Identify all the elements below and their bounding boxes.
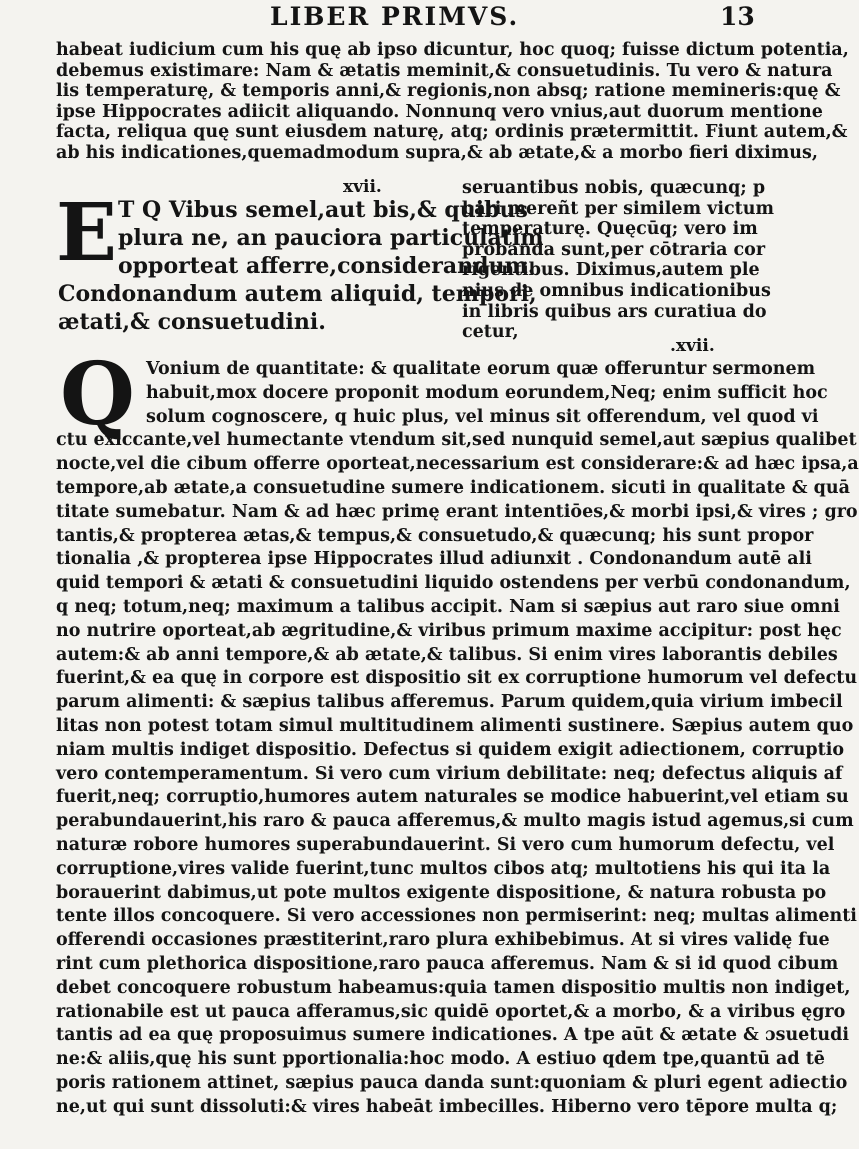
text-line: habeat iudicium cum his quę ab ipso dicuntur, hoc quoq; fuisse dictum potentia, (56, 40, 849, 60)
text-line: fuerit,neq; corruptio,humores autem naturales se modice habuerint,vel etiam su (56, 787, 849, 808)
text-line: titate sumebatur. Nam & ad hæc primę erant intentiōes,& morbi ipsi,& vires ; gro (56, 501, 858, 522)
text-line: q neq; totum,neq; maximum a talibus accipit. Nam si sæpius aut raro siue omni (56, 596, 840, 617)
text-line: habuit,mox docere proponit modum eorundem,Neq; enim sufficit hoc (146, 382, 828, 403)
text-line: nius de omnibus indicationibus (462, 280, 771, 301)
text-line: debet concoquere robustum habeamus:quia tamen dispositio multis non indiget, (56, 977, 851, 998)
text-line: fuerint,& ea quę in corpore est dispositio sit ex corruptione humorum vel defectu (56, 668, 858, 689)
page-number: 13 (720, 2, 755, 31)
text-line: solum cognoscere, q huic plus, vel minus sit offerendum, vel quod vi (146, 406, 819, 427)
text-line: tantis ad ea quę proposuimus sumere indicationes. A tpe aūt & ætate & ɔsuetudi (56, 1025, 850, 1046)
drop-cap-q: Q (60, 344, 135, 445)
text-line: no nutrire oporteat,ab ægritudine,& viribus primum maxime accipitur: post hęc (56, 620, 842, 641)
text-line: vero contemperamentum. Si vero cum virium debilitate: neq; defectus aliquis af (56, 763, 843, 784)
text-line: nocte,vel die cibum offerre oporteat,necessarium est considerare:& ad hæc ipsa,a (56, 454, 859, 475)
text-line: parum alimenti: & sæpius talibus afferemus. Parum quidem,quia virium imbecil (56, 692, 843, 713)
text-line: tente illos concoquere. Si vero accessiones non permiserint: neq; multas alimenti (56, 906, 857, 927)
text-line: seruantibus nobis, quæcunq; p (462, 178, 766, 198)
text-line: ne:& aliis,quę his sunt pportionalia:hoc modo. A estiuo qdem tpe,quantū ad tē (56, 1049, 825, 1070)
text-line: tempore,ab ætate,a consuetudine sumere indicationem. sicuti in qualitate & quā (56, 477, 850, 498)
lemma-line: Condonandum autem aliquid, tempori, (58, 281, 537, 307)
text-line: tionalia ,& propterea ipse Hippocrates illud adiunxit . Condonandum autē ali (56, 549, 812, 570)
text-line: litas non potest totam simul multitudinem alimenti sustinere. Sæpius autem quo (56, 715, 854, 736)
lemma-line: T Q Vibus semel,aut bis,& quibus (118, 197, 528, 223)
top-paragraph (56, 40, 849, 164)
lemma-line: ætati,& consuetudini. (58, 309, 326, 335)
text-line: rigentibus. Diximus,autem ple (462, 260, 760, 281)
running-head: LIBER PRIMVS. (270, 2, 520, 31)
lemma-line: opporteat afferre,considerandum. (118, 253, 536, 279)
text-line: Vonium de quantitate: & qualitate eorum quæ offeruntur sermonem (146, 359, 816, 379)
text-line: tantis,& propterea ætas,& tempus,& consuetudo,& quæcunq; his sunt propor (56, 525, 814, 546)
text-line: naturæ robore humores superabundauerint. Si vero cum humorum defectu, vel (56, 834, 835, 855)
text-line: cetur, (462, 322, 519, 343)
text-line: quid tempori & ætati & consuetudini liquido ostendens per verbū condonandum, (56, 573, 851, 594)
lemma-section-number: xvii. (343, 177, 382, 197)
text-line: lis temperaturę, & temporis anni,& regionis,non absq; ratione memineris:quę & (56, 81, 841, 102)
text-line: ctu exiccante,vel humectante vtendum sit,sed nunquid semel,aut sæpius qualibet (56, 430, 857, 451)
text-line: perabundauerint,his raro & pauca afferemus,& multo magis istud agemus,si cum (56, 811, 854, 832)
page-header (0, 2, 800, 36)
text-line: poris rationem attinet, sæpius pauca danda sunt:quoniam & pluri egent adiectio (56, 1072, 848, 1093)
text-line: niam multis indiget dispositio. Defectus si quidem exigit adiectionem, corruptio (56, 739, 845, 760)
right-column-text (462, 178, 774, 343)
text-line: borauerint dabimus,ut pote multos exigente dispositione, & natura robusta po (56, 882, 827, 903)
text-line: offerendi occasiones præstiterint,raro plura exhibebimus. At si vires validę fue (56, 930, 830, 951)
text-line: probanda sunt,per cōtraria cor (462, 239, 766, 260)
text-line: debemus existimare: Nam & ætatis meminit,& consuetudinis. Tu vero & natura (56, 60, 833, 81)
text-line: bari mereñt per similem victum (462, 198, 774, 219)
text-line: autem:& ab anni tempore,& ab ætate,& talibus. Si enim vires laborantis debiles (56, 644, 838, 665)
drop-cap-e: E (56, 185, 117, 279)
text-line: ne,ut qui sunt dissoluti:& vires habeāt imbecilles. Hiberno vero tēpore multa q; (56, 1096, 838, 1117)
commentary-section-number: .xvii. (670, 336, 715, 356)
commentary-body (56, 358, 859, 1120)
lemma-line: plura ne, an pauciora particulatim (118, 225, 544, 251)
text-line: rint cum plethorica dispositione,raro pauca afferemus. Nam & si id quod cibum (56, 953, 839, 974)
text-line: ipse Hippocrates adiicit aliquando. Nonnunq vero vnius,aut duorum mentione (56, 101, 823, 122)
text-line: temperaturę. Quęcūq; vero im (462, 219, 758, 240)
text-line: ab his indicationes,quemadmodum supra,& ab ætate,& a morbo fieri diximus, (56, 142, 818, 163)
text-line: rationabile est ut pauca afferamus,sic quidē oportet,& a morbo, & a viribus ęgro (56, 1001, 846, 1022)
text-line: corruptione,vires valide fuerint,tunc multos cibos atq; multotiens his qui ita la (56, 858, 831, 879)
text-line: in libris quibus ars curatiua do (462, 301, 767, 322)
text-line: facta, reliqua quę sunt eiusdem naturę, atq; ordinis prætermittit. Fiunt autem,& (56, 122, 848, 143)
